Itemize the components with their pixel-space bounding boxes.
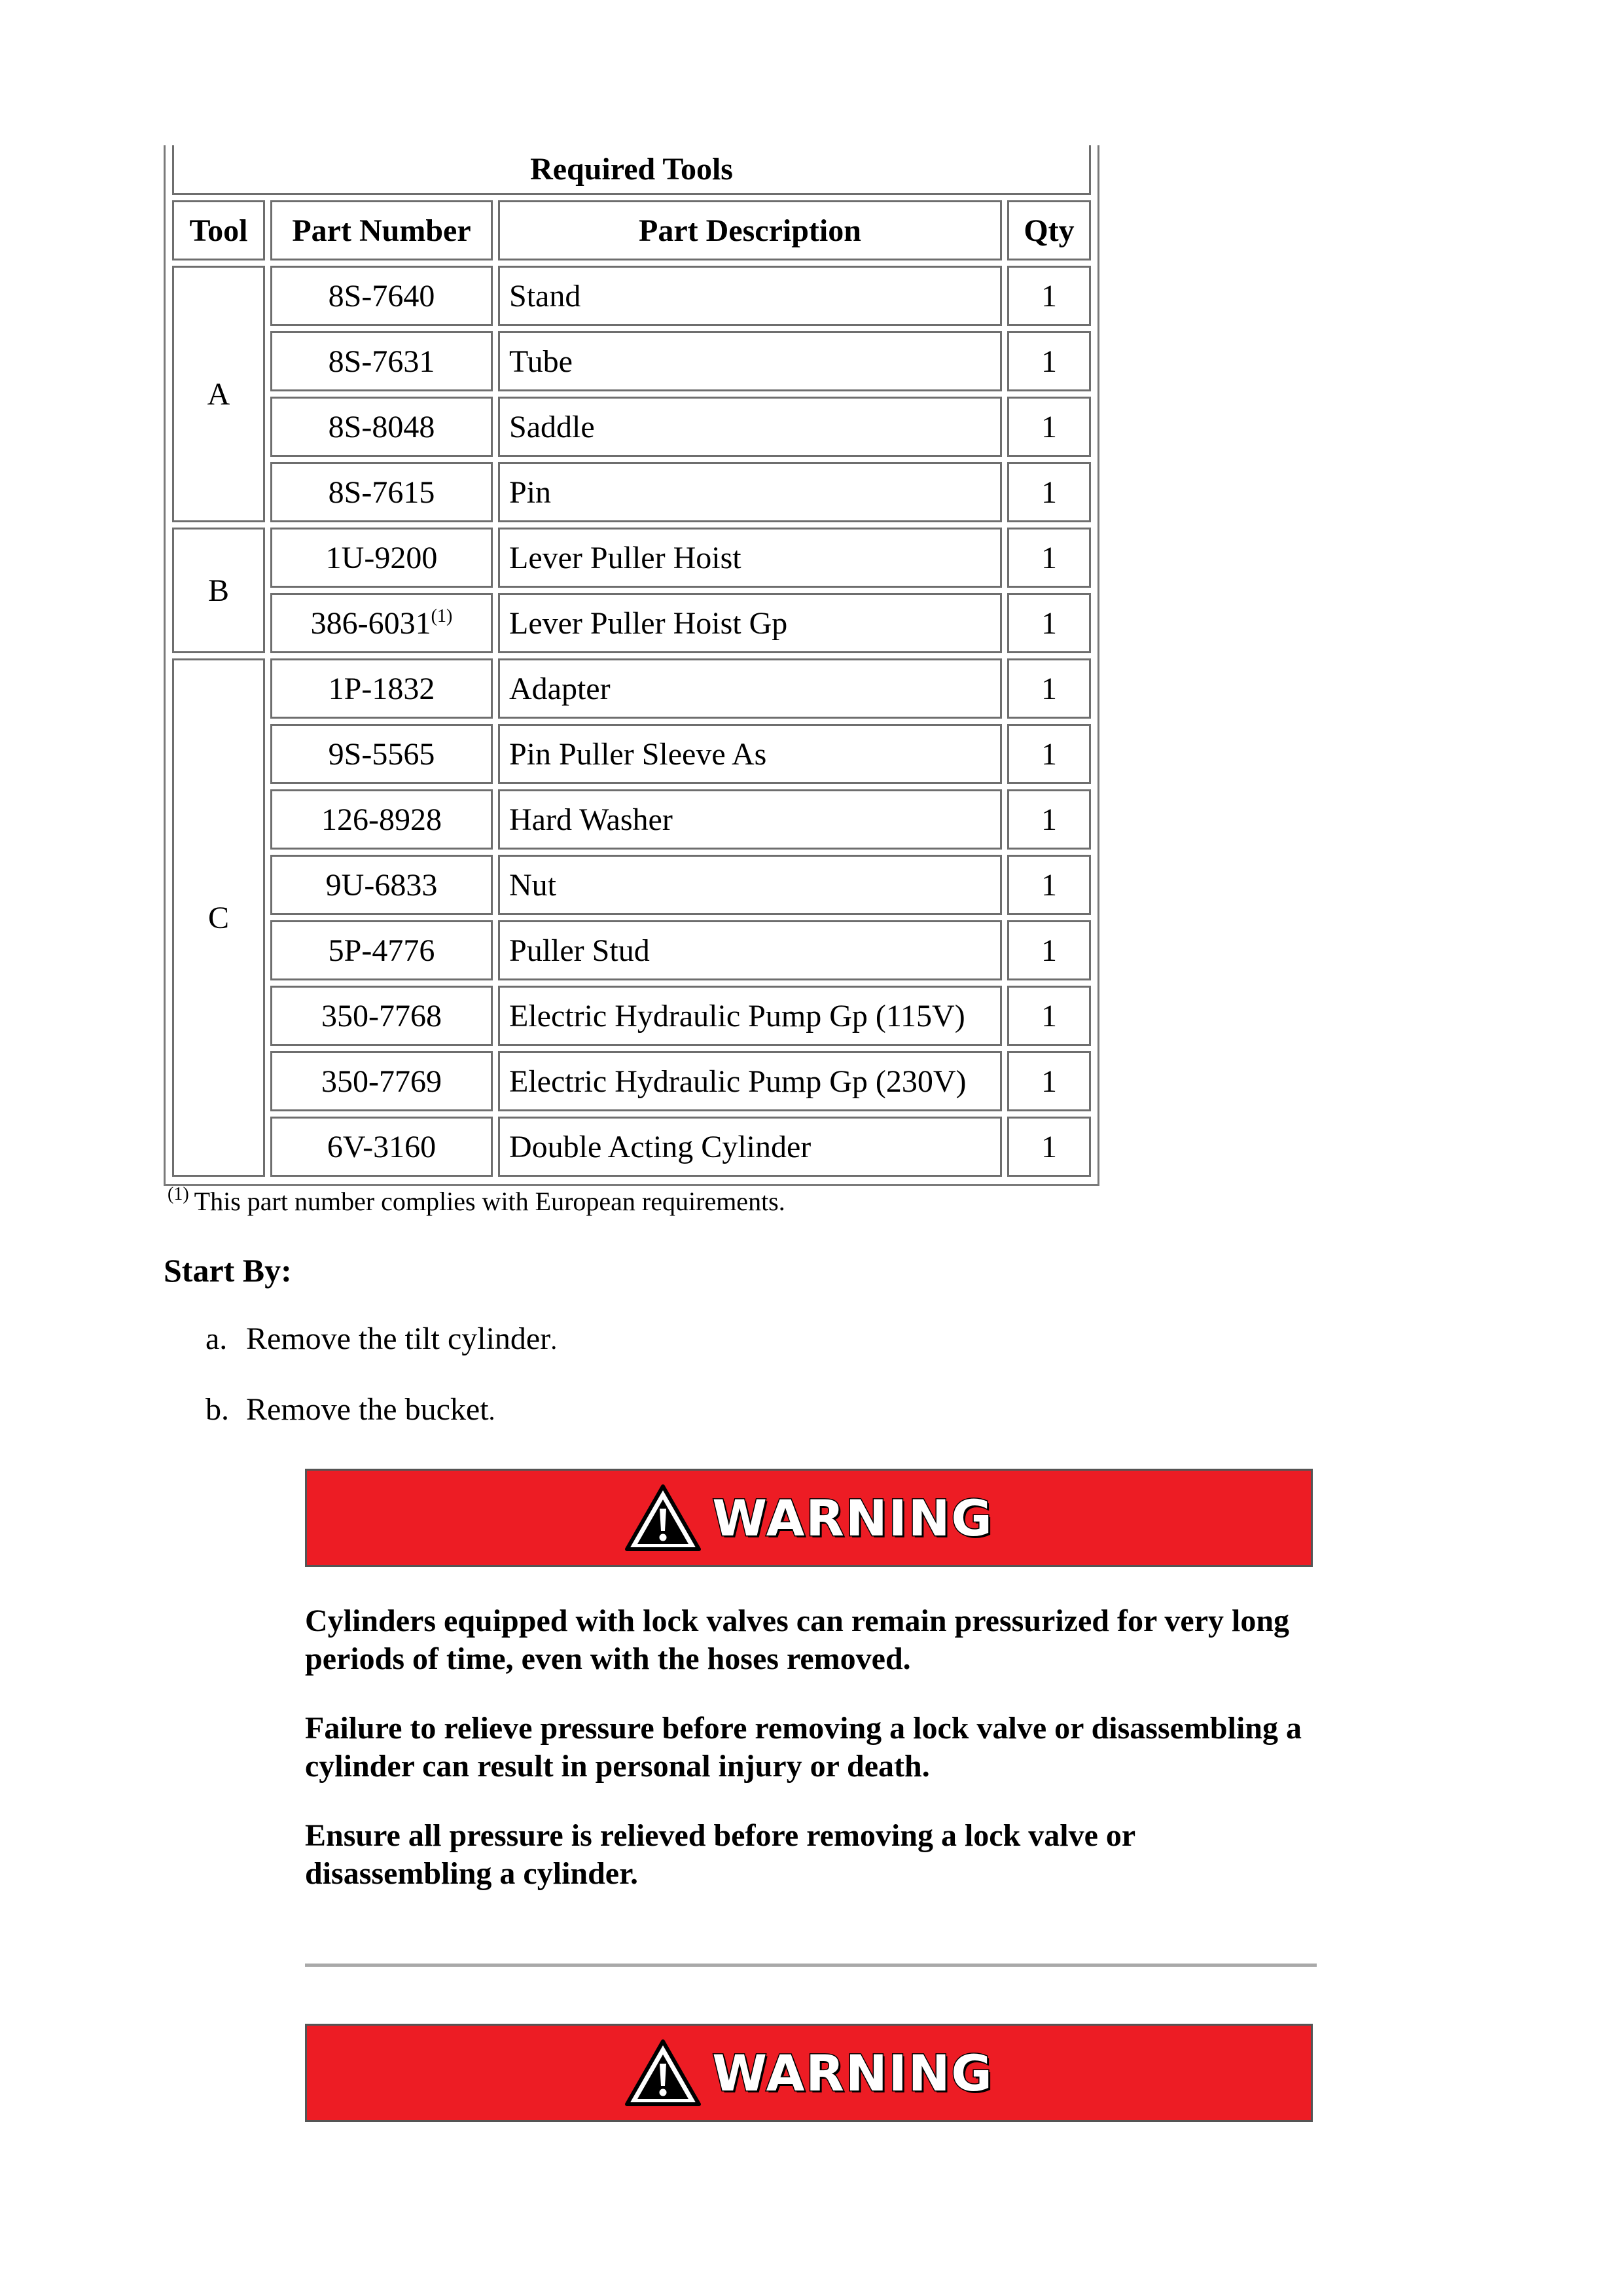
qty: 1	[1007, 266, 1091, 326]
part-description: Lever Puller Hoist Gp	[498, 593, 1002, 653]
step-marker: a.	[205, 1321, 228, 1356]
part-number: 5P-4776	[270, 920, 493, 980]
step-link[interactable]: Remove the tilt cylinder	[246, 1321, 551, 1356]
part-number: 8S-7631	[270, 331, 493, 391]
part-description: Hard Washer	[498, 789, 1002, 850]
warning-banner	[305, 2024, 1313, 2122]
start-by-step	[205, 1391, 495, 1427]
warning-paragraph: Failure to relieve pressure before removing a lock valve or disassembling a cylinder can result in personal injury or death.	[305, 1711, 1302, 1784]
step-marker: b.	[205, 1392, 229, 1427]
header-part-number: Part Number	[270, 200, 493, 260]
start-by-step	[205, 1321, 557, 1357]
part-description: Puller Stud	[498, 920, 1002, 980]
table-row	[172, 986, 1091, 1046]
table-row	[172, 1117, 1091, 1177]
table-caption: Required Tools	[172, 145, 1091, 195]
tool-letter: C	[172, 658, 265, 1177]
part-number: 386-6031	[310, 605, 431, 641]
part-number: 350-7768	[270, 986, 493, 1046]
part-description: Pin Puller Sleeve As	[498, 724, 1002, 784]
required-tools-table	[167, 140, 1096, 1182]
table-footnote	[168, 1186, 785, 1217]
start-by-heading: Start By:	[164, 1252, 292, 1289]
table-row	[172, 920, 1091, 980]
part-description: Saddle	[498, 397, 1002, 457]
footnote-ref-link[interactable]: (1)	[431, 605, 453, 626]
qty: 1	[1007, 593, 1091, 653]
qty: 1	[1007, 724, 1091, 784]
warning-paragraph: Ensure all pressure is relieved before removing a lock valve or disassembling a cylinder.	[305, 1818, 1135, 1891]
header-part-description: Part Description	[498, 200, 1002, 260]
step-period: .	[550, 1325, 558, 1355]
header-tool: Tool	[172, 200, 265, 260]
table-row	[172, 266, 1091, 326]
part-number: 8S-7640	[270, 266, 493, 326]
tool-letter: B	[172, 528, 265, 653]
part-number: 9S-5565	[270, 724, 493, 784]
table-row	[172, 1051, 1091, 1111]
warning-label: WARNING	[712, 2043, 993, 2102]
table-row	[172, 658, 1091, 719]
table-header-row	[172, 200, 1091, 260]
footnote-text: This part number complies with European requirements.	[194, 1187, 785, 1216]
table-row	[172, 593, 1091, 653]
warning-banner	[305, 1469, 1313, 1567]
qty: 1	[1007, 920, 1091, 980]
part-number: 8S-8048	[270, 397, 493, 457]
warning-triangle-icon	[624, 2039, 702, 2107]
tool-letter: A	[172, 266, 265, 522]
qty: 1	[1007, 1051, 1091, 1111]
table-row	[172, 462, 1091, 522]
part-description: Pin	[498, 462, 1002, 522]
part-description: Adapter	[498, 658, 1002, 719]
qty: 1	[1007, 789, 1091, 850]
table-row	[172, 331, 1091, 391]
part-description: Lever Puller Hoist	[498, 528, 1002, 588]
table-row	[172, 528, 1091, 588]
table-row	[172, 789, 1091, 850]
step-link[interactable]: Remove the bucket	[246, 1392, 489, 1427]
part-description: Tube	[498, 331, 1002, 391]
qty: 1	[1007, 528, 1091, 588]
section-divider	[305, 1964, 1317, 1967]
part-number: 6V-3160	[270, 1117, 493, 1177]
qty: 1	[1007, 331, 1091, 391]
qty: 1	[1007, 855, 1091, 915]
warning-paragraph: Cylinders equipped with lock valves can remain pressurized for very long periods of time, even with the hoses removed.	[305, 1604, 1290, 1676]
qty: 1	[1007, 397, 1091, 457]
part-number-with-footnote	[270, 593, 493, 653]
part-number: 8S-7615	[270, 462, 493, 522]
part-number: 126-8928	[270, 789, 493, 850]
part-number: 1P-1832	[270, 658, 493, 719]
part-description: Electric Hydraulic Pump Gp (230V)	[498, 1051, 1002, 1111]
qty: 1	[1007, 658, 1091, 719]
table-row	[172, 855, 1091, 915]
required-tools-frame	[164, 145, 1099, 1186]
header-qty: Qty	[1007, 200, 1091, 260]
warning-label: WARNING	[712, 1488, 993, 1547]
part-description: Electric Hydraulic Pump Gp (115V)	[498, 986, 1002, 1046]
warning-triangle-icon	[624, 1484, 702, 1552]
part-description: Nut	[498, 855, 1002, 915]
part-description: Double Acting Cylinder	[498, 1117, 1002, 1177]
footnote-marker: (1)	[168, 1184, 189, 1204]
part-number: 9U-6833	[270, 855, 493, 915]
part-number: 350-7769	[270, 1051, 493, 1111]
qty: 1	[1007, 1117, 1091, 1177]
qty: 1	[1007, 986, 1091, 1046]
table-row	[172, 724, 1091, 784]
step-period: .	[488, 1396, 495, 1426]
part-description: Stand	[498, 266, 1002, 326]
qty: 1	[1007, 462, 1091, 522]
part-number: 1U-9200	[270, 528, 493, 588]
table-row	[172, 397, 1091, 457]
